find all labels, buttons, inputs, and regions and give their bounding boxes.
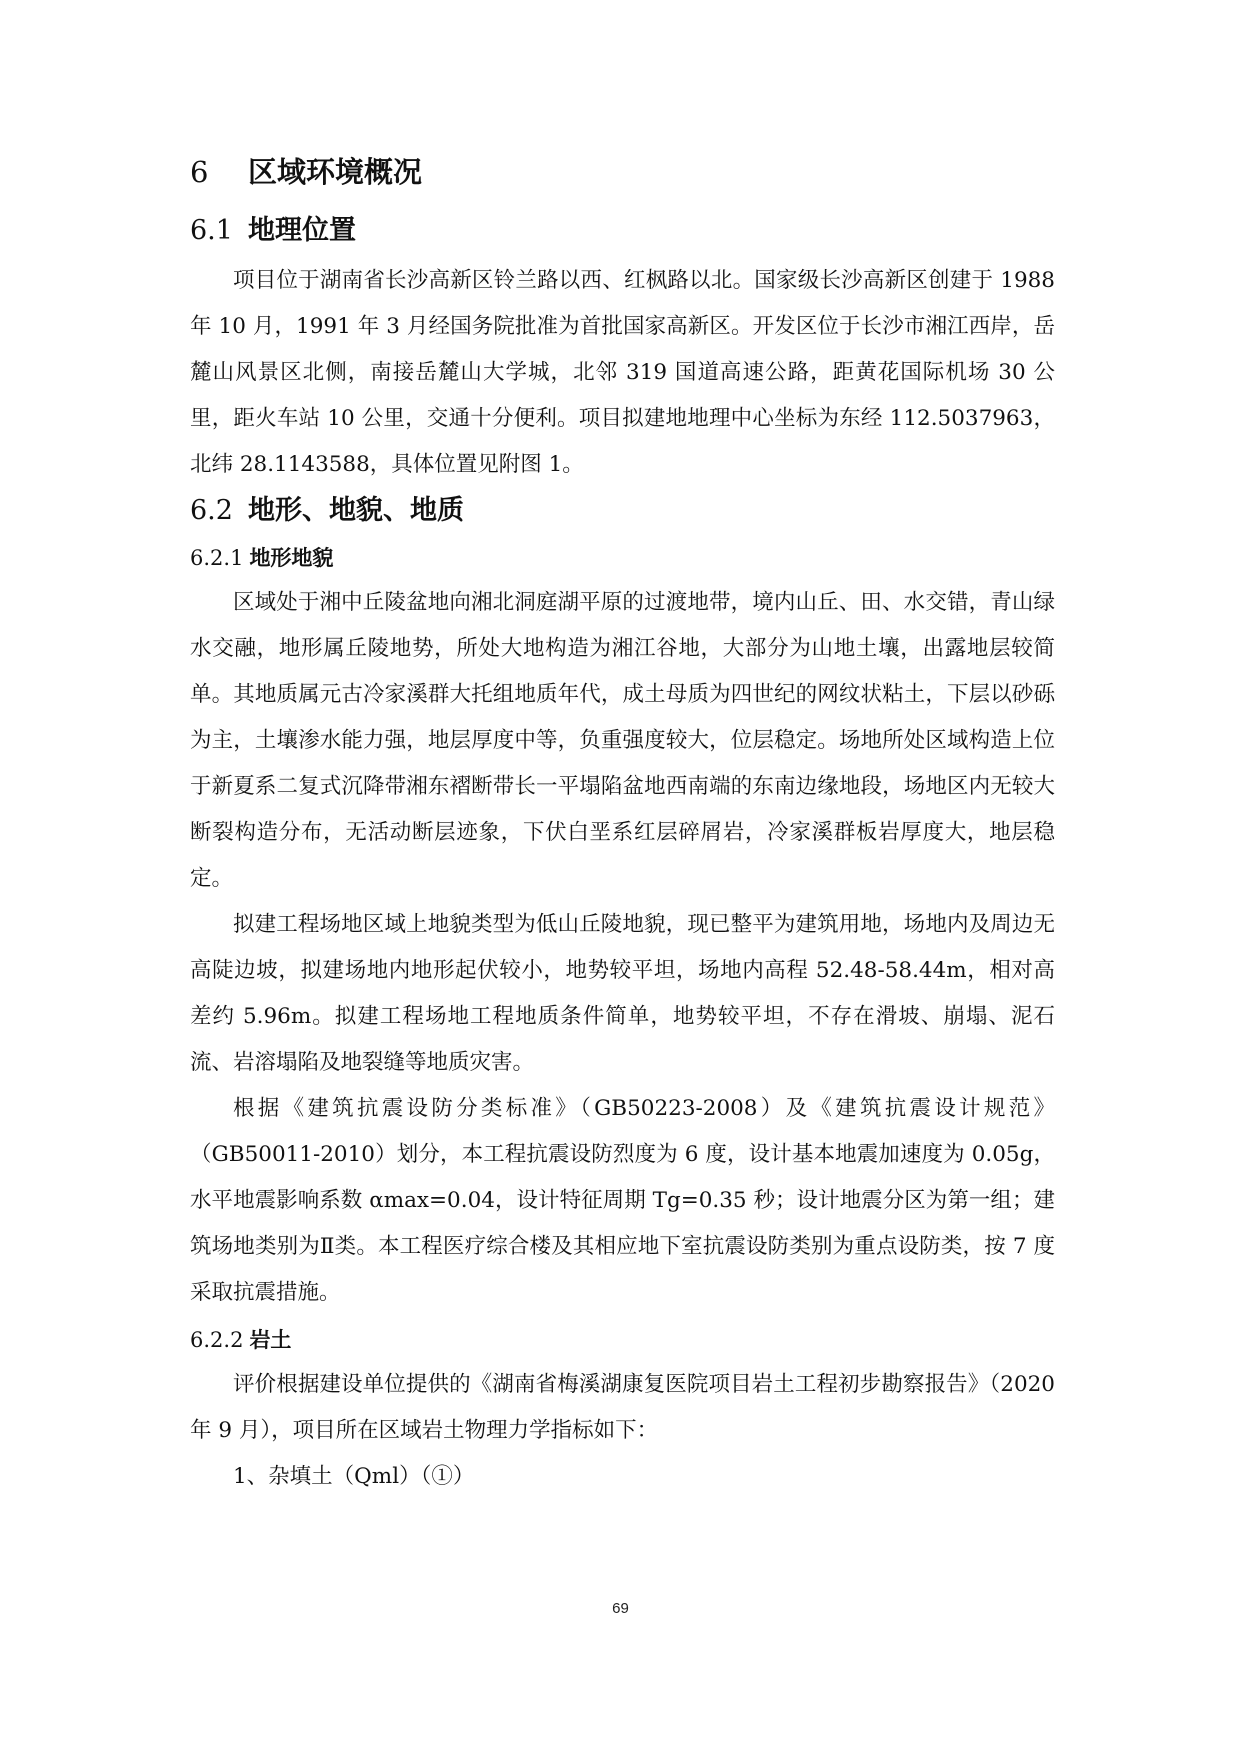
subsubsection-heading-6-2-1 [190,538,1055,578]
list-item: 1、杂填土（Qml）（①） [233,1464,475,1489]
paragraph: 项目位于湖南省长沙高新区铃兰路以西、红枫路以北。国家级长沙高新区创建于 1988 年 10 月，1991 年 3 月经国务院批准为首批国家高新区。开发区位于长沙市湘江西岸，岳麓山风景区北侧，南接岳麓山大学城，北邻 319 国道高速公路，距黄花国际机场 30 公里，距火车站 10 公里，交通十分便利。项目拟建地地理中心坐标为东经 112.5037963，北纬 28.1143588，具体位置见附图 1。 [190,268,1055,477]
section-number: 6 [190,155,209,189]
subsection-number: 6.1 [190,215,233,246]
paragraph: 评价根据建设单位提供的《湖南省梅溪湖康复医院项目岩土工程初步勘察报告》（2020 年 9 月），项目所在区域岩土物理力学指标如下： [190,1372,1055,1443]
paragraph: 根据《建筑抗震设防分类标准》（GB50223-2008）及《建筑抗震设计规范》（GB50011-2010）划分，本工程抗震设防烈度为 6 度，设计基本地震加速度为 0.05g，水平地震影响系数 αmax=0.04，设计特征周期 Tg=0.35 秒；设计地震分区为第一组；建筑场地类别为Ⅱ类。本工程医疗综合楼及其相应地下室抗震设防类别为重点设防类，按 7 度采取抗震措施。 [190,1096,1055,1305]
subsection-title: 地形、地貌、地质 [248,495,464,526]
subsection-number: 6.2 [190,495,233,526]
subsection-heading-6-1 [190,208,1055,254]
subsubsection-heading-6-2-2 [190,1320,1055,1360]
subsubsection-number: 6.2.1 [190,546,244,570]
section-title: 区域环境概况 [248,155,423,189]
subsection-title: 地理位置 [248,215,356,246]
page-content [190,148,1055,1500]
paragraph: 拟建工程场地区域上地貌类型为低山丘陵地貌，现已整平为建筑用地，场地内及周边无高陡边坡，拟建场地内地形起伏较小，地势较平坦，场地内高程 52.48-58.44m，相对高差约 5.96m。拟建工程场地工程地质条件简单，地势较平坦，不存在滑坡、崩塌、泥石流、岩溶塌陷及地裂缝等地质灾害。 [190,912,1055,1075]
subsection-heading-6-2 [190,488,1055,534]
subsubsection-title: 岩土 [249,1327,292,1352]
section-heading [190,148,1055,196]
paragraph: 区域处于湘中丘陵盆地向湘北洞庭湖平原的过渡地带，境内山丘、田、水交错，青山绿水交融，地形属丘陵地势，所处大地构造为湘江谷地，大部分为山地土壤，出露地层较简单。其地质属元古冷家溪群大托组地质年代，成土母质为四世纪的网纹状粘土，下层以砂砾为主，土壤渗水能力强，地层厚度中等，负重强度较大，位层稳定。场地所处区域构造上位于新夏系二复式沉降带湘东褶断带长一平塌陷盆地西南端的东南边缘地段，场地区内无较大断裂构造分布，无活动断层迹象，下伏白垩系红层碎屑岩，冷家溪群板岩厚度大，地层稳定。 [190,590,1055,891]
subsubsection-title: 地形地貌 [249,545,334,570]
subsubsection-number: 6.2.2 [190,1328,244,1352]
page-number: 69 [612,1600,629,1617]
